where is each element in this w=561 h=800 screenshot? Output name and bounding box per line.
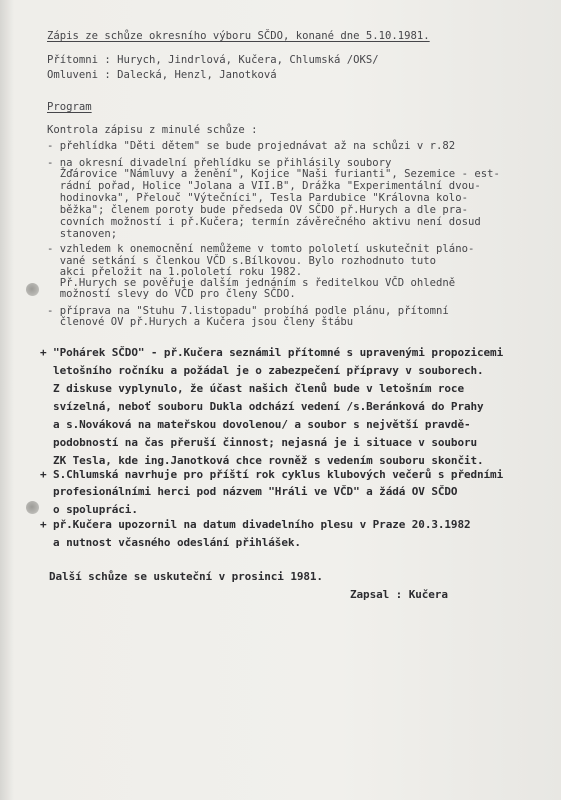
attendees-excused: Omluveni : Dalecká, Henzl, Janotková [47, 69, 277, 81]
agenda-item-line: Z diskuse vyplynulo, že účast našich členů bude v letošním roce [40, 382, 464, 395]
agenda-item-line: a nutnost včasného odeslání přihlášek. [40, 536, 301, 549]
agenda-item-line: + S.Chlumská navrhuje pro příští rok cyklus klubových večerů s předními [40, 468, 504, 481]
agenda-item-line: + "Pohárek SČDO" - př.Kučera seznámil přítomné s upravenými propozicemi [40, 346, 504, 359]
program-line: - vzhledem k onemocnění nemůžeme v tomto pololetí uskutečnit pláno- [47, 243, 475, 255]
agenda-item-line: svízelná, neboť souboru Dukla odchází vedení /s.Beránková do Prahy [40, 400, 484, 413]
agenda-item-line: a s.Nováková na mateřskou dovolenou/ a soubor s největší pravdě- [40, 418, 471, 431]
agenda-item-line: letošního ročníku a požádal je o zabezpečení přípravy v souborech. [40, 364, 484, 377]
recorded-by: Zapsal : Kučera [350, 588, 448, 601]
program-line: Př.Hurych se pověřuje dalším jednáním s ředitelkou VČD ohledně [47, 277, 456, 289]
next-meeting-note: Další schůze se uskuteční v prosinci 1981. [49, 570, 323, 583]
document-title: Zápis ze schůze okresního výboru SČDO, konané dne 5.10.1981. [47, 30, 430, 42]
program-line: - na okresní divadelní přehlídku se přihlásily soubory [47, 157, 392, 169]
program-line: vané setkání s členkou VČD s.Bílkovou. Bylo rozhodnuto tuto [47, 255, 437, 267]
punch-hole-top [26, 283, 39, 296]
program-line: členové OV př.Hurych a Kučera jsou členy štábu [47, 316, 354, 328]
program-intro: Kontrola zápisu z minulé schůze : [47, 124, 258, 136]
program-line: hodinovka", Přelouč "Výtečníci", Tesla Pardubice "Královna kolo- [47, 192, 468, 204]
program-heading: Program [47, 101, 92, 113]
program-line: covních možností i př.Kučera; termín závěrečného aktivu není dosud [47, 216, 481, 228]
agenda-item-line: + př.Kučera upozornil na datum divadelního plesu v Praze 20.3.1982 [40, 518, 471, 531]
agenda-item-line: o spolupráci. [40, 503, 138, 516]
program-line: - přehlídka "Děti dětem" se bude projednávat až na schůzi v r.82 [47, 140, 456, 152]
program-line: běžka"; členem poroty bude předseda OV SČDO př.Hurych a dle pra- [47, 204, 468, 216]
agenda-item-line: profesionálními herci pod názvem "Hráli ve VČD" a žádá OV SČDO [40, 485, 458, 498]
attendees-present: Přítomni : Hurych, Jindrlová, Kučera, Chlumská /OKS/ [47, 54, 379, 66]
agenda-item-line: podobností na čas přeruší činnost; nejasná je i situace v souboru [40, 436, 478, 449]
program-line: - příprava na "Stuhu 7.listopadu" probíhá podle plánu, přítomní [47, 305, 449, 317]
agenda-item-line: ZK Tesla, kde ing.Janotková chce rovněž s vedením souboru skončit. [40, 454, 484, 467]
program-line: možností slevy do VČD pro členy SČDO. [47, 288, 296, 300]
program-line: akci přeložit na 1.pololetí roku 1982. [47, 266, 303, 278]
punch-hole-bottom [26, 501, 39, 514]
program-line: Žďárovice "Námluvy a ženění", Kojice "Naši furianti", Sezemice - est- [47, 168, 500, 180]
program-line: rádní pořad, Holice "Jolana a VII.B", Drážka "Experimentální dvou- [47, 180, 481, 192]
program-line: stanoven; [47, 228, 118, 240]
